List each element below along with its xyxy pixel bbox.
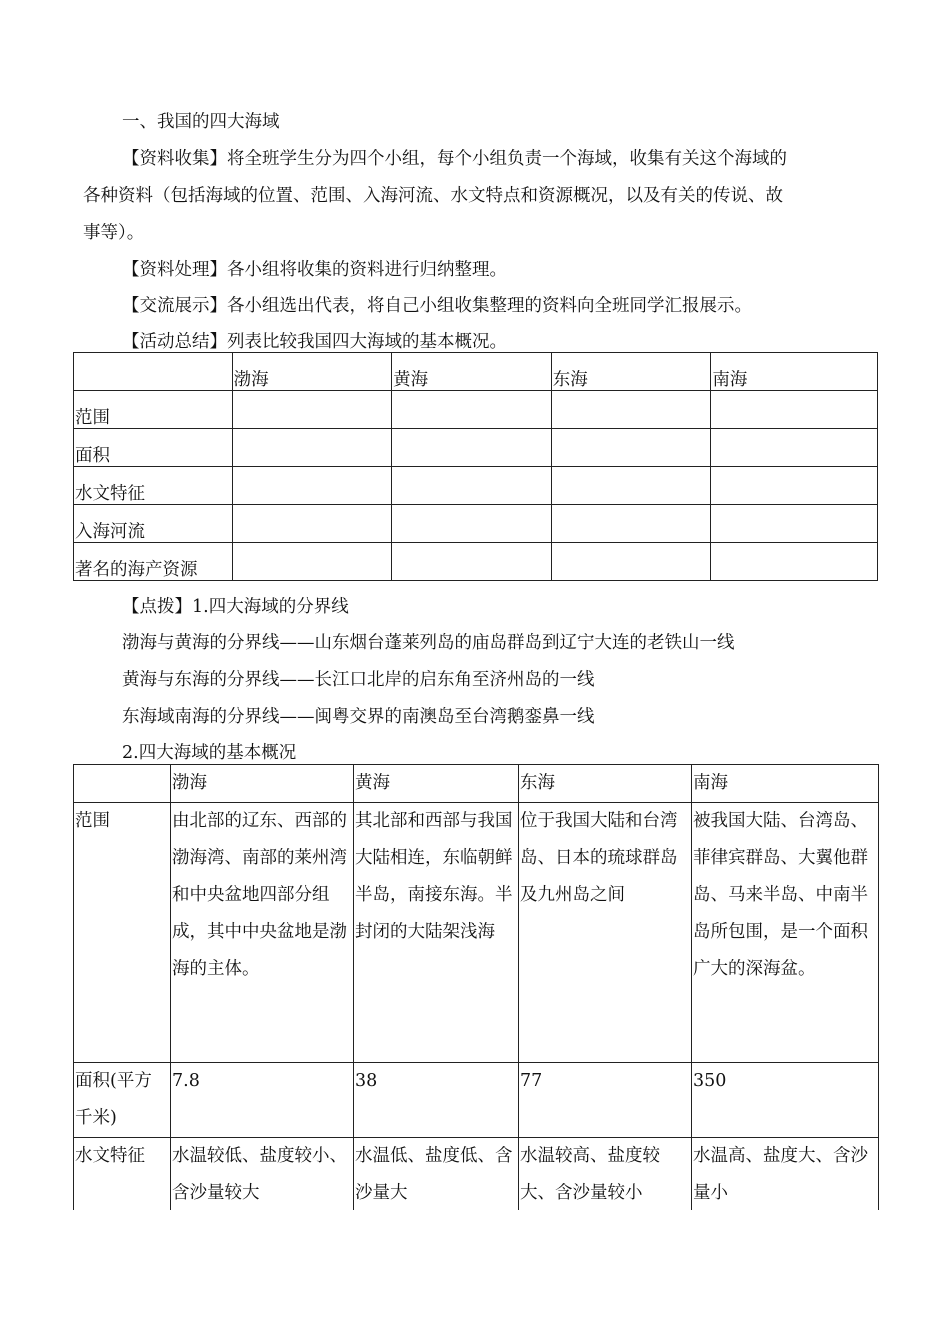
header-cell xyxy=(74,353,232,370)
header-cell: 黄海 xyxy=(393,370,429,390)
row-label: 范围 xyxy=(75,811,110,831)
table-cell: 水温高、盐度大、含沙量小 xyxy=(693,1146,868,1203)
header-cell: 南海 xyxy=(712,370,748,390)
table-row xyxy=(74,353,878,391)
row-label: 面积 xyxy=(75,446,110,466)
row-label: 入海河流 xyxy=(75,522,145,542)
table-cell: 350 xyxy=(693,1071,727,1091)
summary-paragraph: 【活动总结】列表比较我国四大海域的基本概况。 xyxy=(122,332,507,352)
row-label: 水文特征 xyxy=(75,1146,145,1166)
overview-table xyxy=(73,764,879,1254)
table-row xyxy=(74,543,878,581)
page-bottom-margin xyxy=(0,1210,950,1342)
row-label: 著名的海产资源 xyxy=(75,560,198,580)
table-cell: 位于我国大陆和台湾岛、日本的琉球群岛及九州岛之间 xyxy=(520,811,678,905)
table-cell: 被我国大陆、台湾岛、菲律宾群岛、大翼他群岛、马来半岛、中南半岛所包围，是一个面积广大的深海盆。 xyxy=(693,811,868,979)
table-cell: 由北部的辽东、西部的渤海湾、南部的莱州湾和中央盆地四部分组成，其中中央盆地是渤海的主体。 xyxy=(172,811,347,979)
table-row xyxy=(74,467,878,505)
header-cell: 渤海 xyxy=(172,773,207,793)
row-label: 面积(平方千米) xyxy=(75,1071,152,1128)
section-title: 一、我国的四大海域 xyxy=(122,112,280,132)
comparison-table-blank xyxy=(73,352,878,581)
table-row xyxy=(74,765,879,803)
table-row xyxy=(74,429,878,467)
header-cell: 南海 xyxy=(693,773,728,793)
collect-line-1: 【资料收集】将全班学生分为四个小组，每个小组负责一个海域，收集有关这个海域的 xyxy=(122,149,787,169)
table-row xyxy=(74,1138,879,1213)
table-cell: 其北部和西部与我国大陆相连，东临朝鲜半岛，南接东海。半封闭的大陆架浅海 xyxy=(355,811,513,942)
exchange-paragraph: 【交流展示】各小组选出代表，将自己小组收集整理的资料向全班同学汇报展示。 xyxy=(122,296,752,316)
row-label: 范围 xyxy=(75,408,110,428)
table-row xyxy=(74,803,879,1063)
collect-line-2: 各种资料（包括海域的位置、范围、入海河流、水文特点和资源概况，以及有关的传说、故 xyxy=(83,186,783,206)
table-row xyxy=(74,505,878,543)
table-cell: 38 xyxy=(355,1071,378,1091)
boundary-line-2: 黄海与东海的分界线——长江口北岸的启东角至济州岛的一线 xyxy=(122,670,595,690)
table-cell: 水温较低、盐度较小、含沙量较大 xyxy=(172,1146,347,1203)
boundary-line-3: 东海域南海的分界线——闽粤交界的南澳岛至台湾鹅銮鼻一线 xyxy=(122,707,595,727)
process-paragraph: 【资料处理】各小组将收集的资料进行归纳整理。 xyxy=(122,260,507,280)
table-cell: 水温较高、盐度较大、含沙量较小 xyxy=(520,1146,660,1203)
header-cell: 东海 xyxy=(552,370,588,390)
table-cell: 7.8 xyxy=(172,1071,200,1091)
tip-title: 【点拨】1.四大海域的分界线 xyxy=(122,597,349,617)
boundary-line-1: 渤海与黄海的分界线——山东烟台蓬莱列岛的庙岛群岛到辽宁大连的老铁山一线 xyxy=(122,633,735,653)
header-cell: 渤海 xyxy=(233,370,269,390)
table-cell: 水温低、盐度低、含沙量大 xyxy=(355,1146,513,1203)
table-row xyxy=(74,1063,879,1138)
table-row xyxy=(74,391,878,429)
header-cell: 黄海 xyxy=(355,773,390,793)
row-label: 水文特征 xyxy=(75,484,145,504)
collect-line-3: 事等）。 xyxy=(83,223,145,243)
header-cell: 东海 xyxy=(520,773,555,793)
overview-title: 2.四大海域的基本概况 xyxy=(122,743,297,763)
table-cell: 77 xyxy=(520,1071,543,1091)
